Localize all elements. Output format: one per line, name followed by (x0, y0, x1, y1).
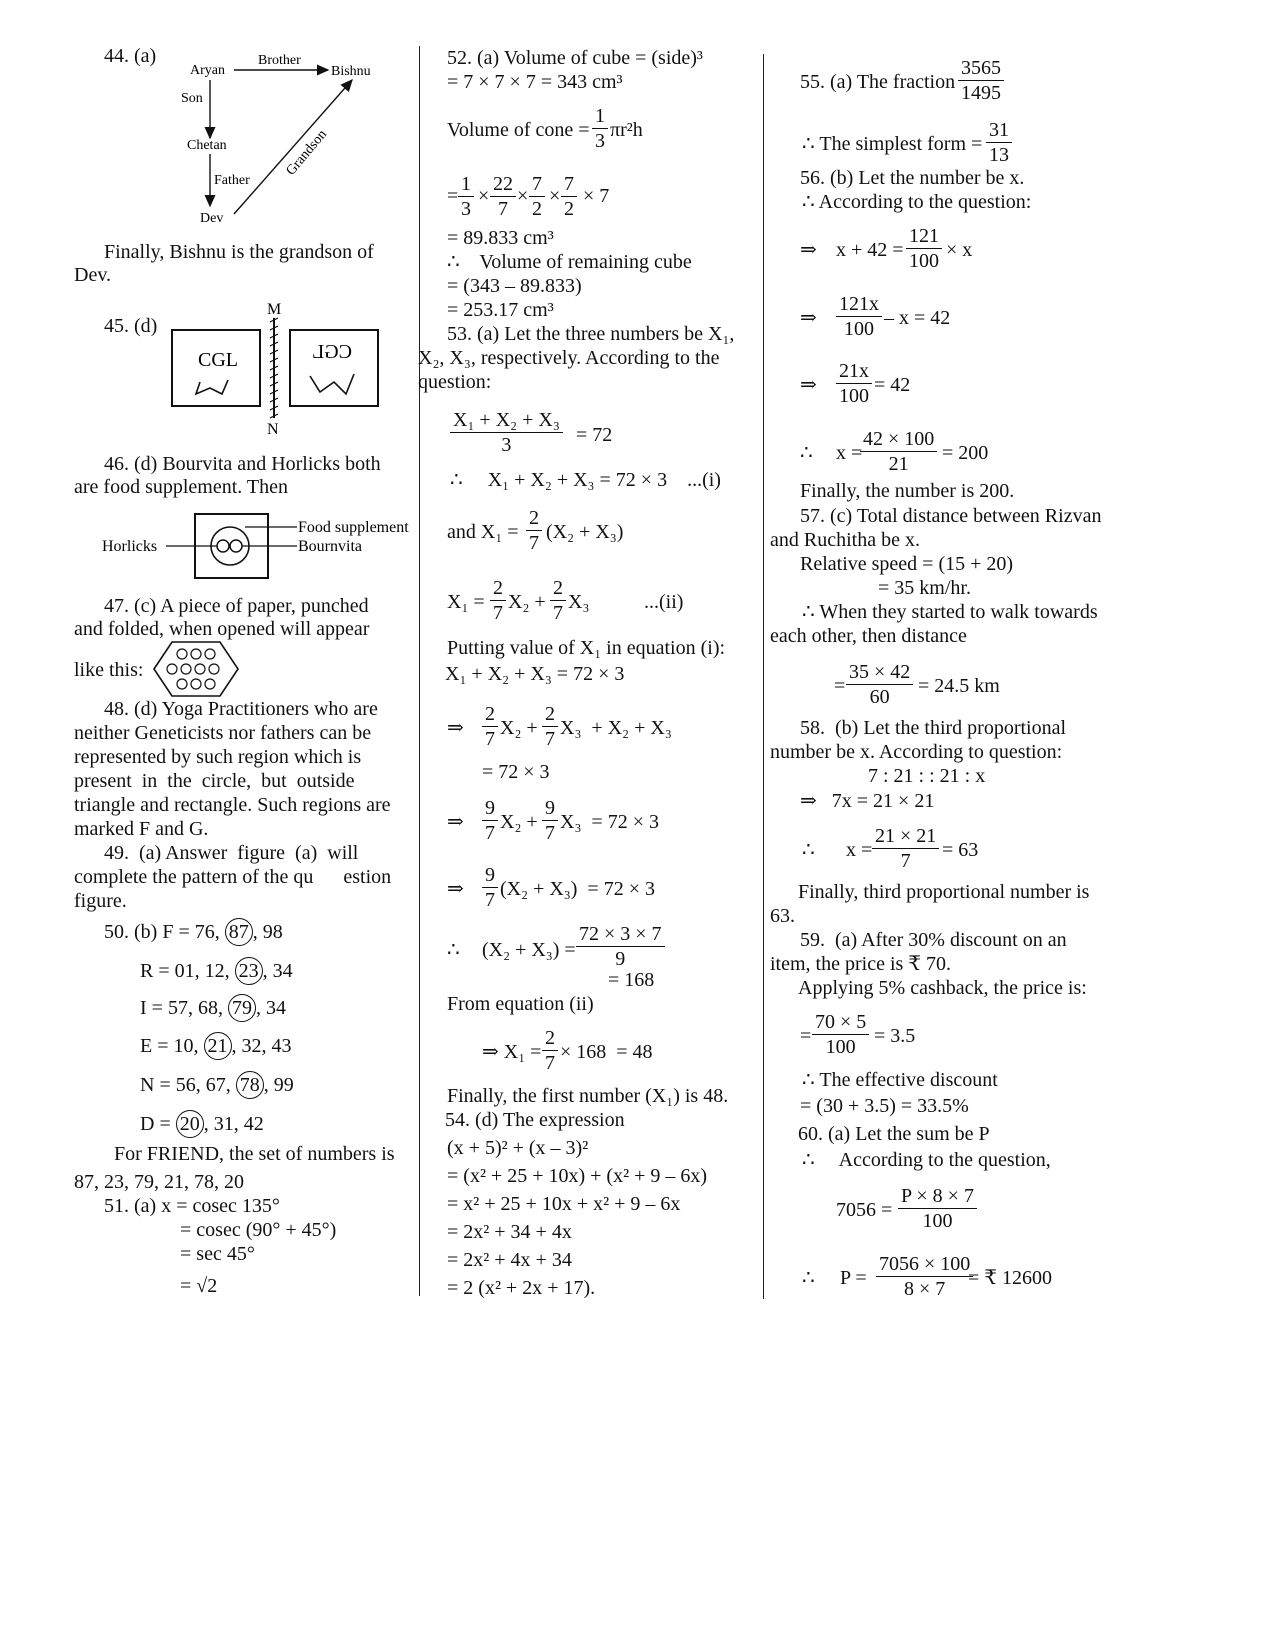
q54-line7: = 2 (x² + 2x + 17). (447, 1277, 596, 1299)
column-divider-1 (419, 46, 420, 1296)
q46-venn-diagram (100, 508, 420, 588)
fraction-denominator: 7 (900, 850, 911, 872)
q50-row-e-pre: E = 10, (140, 1035, 204, 1057)
q52-frac-3 (529, 172, 545, 221)
q54-line6: = 2x² + 4x + 34 (447, 1249, 572, 1271)
q52-frac-4 (561, 172, 577, 221)
q45-zigzag-shape (196, 380, 228, 394)
q45-label: 45. (d) (104, 315, 158, 337)
q53-step4-therefore: ∴ (447, 939, 460, 961)
q53-step4-result: = 168 (608, 969, 655, 991)
q57-line4: = 35 km/hr. (878, 577, 971, 599)
q53-eq-ii-tag: ...(ii) (644, 591, 684, 613)
q57-line2: and Ruchitha be x. (770, 529, 920, 551)
q58-step-frac (872, 824, 939, 873)
q60-step2-result: = ₹ 12600 (968, 1267, 1053, 1289)
q52-cone-label: Volume of cone = (447, 119, 590, 141)
q52-line2: = 7 × 7 × 7 = 343 cm³ (447, 71, 623, 93)
q55-simplest-fraction (986, 118, 1012, 167)
fraction-numerator: 2 (526, 506, 542, 531)
q58-line4: ⇒ 7x = 21 × 21 (800, 790, 935, 812)
q53-and-rest: (X₂ + X₃) (546, 521, 624, 543)
q56-step4-rest: = 200 (942, 442, 989, 464)
fraction-denominator: 3 (501, 434, 512, 456)
q47-line1: 47. (c) A piece of paper, punched (104, 595, 369, 617)
q55-fraction (958, 56, 1004, 105)
q56-step4-frac (860, 427, 937, 476)
q59-cashback-frac (812, 1010, 869, 1059)
q52-times-3: × (549, 185, 561, 207)
q60-step2-label: P = (840, 1267, 867, 1289)
q53-step2-rest: X₃ = 72 × 3 (560, 811, 659, 833)
q45-mirrored-zigzag (310, 374, 354, 394)
fraction-denominator: 2 (564, 198, 574, 220)
q56-line2: ∴ According to the question: (802, 191, 1032, 213)
q57-line1: 57. (c) Total distance between Rizvan (800, 505, 1102, 527)
fraction-denominator: 100 (844, 318, 874, 340)
q58-step-result: = 63 (942, 839, 979, 861)
q59-cashback-result: = 3.5 (874, 1025, 916, 1047)
fraction-numerator: 1 (592, 104, 608, 129)
q54-line3: = (x² + 25 + 10x) + (x² + 9 – 6x) (447, 1165, 708, 1187)
q49-line1: 49. (a) Answer figure (a) will (104, 842, 359, 864)
q52-times-2: × (517, 185, 529, 207)
q50-row-i-pre: I = 57, 68, (140, 997, 228, 1019)
q56-step4-therefore: ∴ (800, 442, 813, 464)
q55-line2: ∴ The simplest form = (802, 133, 983, 155)
q51-line3: = sec 45° (180, 1243, 255, 1265)
q49-line3: figure. (74, 890, 127, 912)
q59-line3: Applying 5% cashback, the price is: (798, 977, 1087, 999)
q50-row-f-pre: 50. (b) F = 76, (104, 921, 225, 943)
q47-hole (181, 664, 191, 674)
fraction-numerator: 3565 (958, 56, 1004, 81)
q53-x1-x3: X₃ (568, 591, 590, 613)
fraction-numerator: 21 × 21 (872, 824, 939, 849)
q46-bournvita-label: Bournvita (298, 538, 362, 555)
bishnu-label: Bishnu (331, 64, 371, 79)
q52-frac-1 (458, 172, 474, 221)
q59-line2: item, the price is ₹ 70. (770, 953, 952, 975)
q53-step1-frac-a (482, 702, 498, 751)
fraction-denominator: 7 (485, 889, 495, 911)
fraction-denominator: 3 (595, 130, 605, 152)
q60-line2: ∴ According to the question, (802, 1149, 1051, 1171)
q50-row-r-pre: R = 01, 12, (140, 960, 235, 982)
q52-cone-fraction (592, 104, 608, 153)
fraction-numerator: 7056 × 100 (876, 1252, 973, 1277)
q59-line1: 59. (a) After 30% discount on an (800, 929, 1067, 951)
fraction-numerator: 2 (490, 576, 506, 601)
brother-label: Brother (258, 53, 301, 68)
fraction-numerator: 2 (542, 1026, 558, 1051)
fraction-denominator: 7 (498, 198, 508, 220)
q50-row-f (104, 918, 283, 946)
q45-cgl-text: CGL (198, 349, 238, 371)
fraction-denominator: 7 (485, 728, 495, 750)
q58-final-line1: Finally, third proportional number is (798, 881, 1090, 903)
q53-sum-result: = 72 (576, 424, 613, 446)
father-label: Father (214, 173, 250, 188)
q50-circled-number: 23 (235, 957, 263, 985)
q53-step1-x2: X₂ + (500, 717, 538, 739)
q45-m-label: M (267, 301, 282, 318)
q50-circled-number: 20 (176, 1110, 204, 1138)
q50-row-n-pre: N = 56, 67, (140, 1074, 236, 1096)
q53-line3: question: (418, 371, 492, 393)
q53-x1-x2: X₂ + (508, 591, 546, 613)
q50-row-r (140, 957, 293, 985)
q52-line1: 52. (a) Volume of cube = (side)³ (447, 47, 703, 69)
fraction-numerator: 7 (561, 172, 577, 197)
q48-line1: 48. (d) Yoga Practitioners who are (104, 698, 378, 720)
q46-horlicks-label: Horlicks (102, 538, 158, 555)
q45-n-label: N (267, 421, 279, 438)
q50-answer-line2: 87, 23, 79, 21, 78, 20 (74, 1171, 244, 1193)
q54-line2: (x + 5)² + (x – 3)² (447, 1137, 589, 1159)
q53-step2-x2: X₂ + (500, 811, 538, 833)
fraction-denominator: 21 (888, 453, 909, 475)
q53-eq-sum: X₁ + X₂ + X₃ = 72 × 3 (445, 663, 625, 685)
q53-step2-frac-a (482, 796, 498, 845)
q46-food-label: Food supplement (298, 519, 409, 536)
q50-circled-number: 21 (204, 1032, 232, 1060)
column-divider-2 (763, 54, 764, 1299)
q56-step1-rest: × x (946, 239, 973, 261)
q52-line3: = 89.833 cm³ (447, 227, 554, 249)
fraction-denominator: 100 (922, 1210, 953, 1232)
q52-frac-2 (490, 172, 516, 221)
q58-step-therefore: ∴ (802, 839, 815, 861)
q56-step1-label: x + 42 = (836, 239, 904, 261)
fraction-denominator: 60 (869, 686, 890, 708)
q53-step4-label: (X₂ + X₃) = (482, 939, 576, 961)
q53-step3-frac (482, 863, 498, 912)
q47-hole (191, 679, 201, 689)
fraction-denominator: 2 (532, 198, 542, 220)
q51-line1: 51. (a) x = cosec 135° (104, 1195, 280, 1217)
q50-row-n-post: , 99 (263, 1074, 294, 1096)
q53-and-label: and X₁ = (447, 521, 519, 543)
q54-line1: 54. (d) The expression (445, 1109, 625, 1131)
q53-step1-implies: ⇒ (447, 717, 464, 739)
fraction-numerator: 9 (482, 863, 498, 888)
q57-eq-sign: = (834, 675, 846, 697)
q53-line2: X₂, X₃, respectively. According to the (418, 347, 720, 369)
fraction-numerator: 21x (836, 359, 872, 384)
fraction-numerator: 42 × 100 (860, 427, 937, 452)
q45-mirrored-cgl-text: CGL (312, 341, 352, 363)
q47-hole (191, 649, 201, 659)
q50-circled-number: 78 (236, 1071, 264, 1099)
q52-line4: ∴ Volume of remaining cube (447, 251, 692, 273)
q56-step2-rest: – x = 42 (884, 307, 951, 329)
q50-row-d-post: , 31, 42 (203, 1113, 264, 1135)
q57-line5: ∴ When they started to walk towards (802, 601, 1098, 623)
q48-line6: marked F and G. (74, 818, 209, 840)
q47-hole (167, 664, 177, 674)
q58-step-label: x = (846, 839, 873, 861)
q53-x1-frac-b (550, 576, 566, 625)
q50-row-i (140, 994, 286, 1022)
q47-hole (177, 679, 187, 689)
q56-step2-frac (836, 292, 882, 341)
q48-line2: neither Geneticists nor fathers can be (74, 722, 372, 744)
q50-row-r-post: , 34 (262, 960, 293, 982)
q52-line6: = 253.17 cm³ (447, 299, 554, 321)
q48-line5: triangle and rectangle. Such regions are (74, 794, 391, 816)
q53-step5-frac (542, 1026, 558, 1075)
fraction-denominator: 100 (909, 250, 939, 272)
q52-times-1: × (478, 185, 490, 207)
q56-step1-frac (906, 224, 942, 273)
q46-line2: are food supplement. Then (74, 476, 289, 498)
fraction-numerator: P × 8 × 7 (898, 1184, 977, 1209)
fraction-numerator: 70 × 5 (812, 1010, 869, 1035)
q47-punched-paper-figure (152, 638, 242, 700)
q57-distance-result: = 24.5 km (918, 675, 1000, 697)
q46-horlicks-circle (217, 540, 229, 552)
fraction-denominator: 7 (485, 822, 495, 844)
fraction-numerator: 2 (550, 576, 566, 601)
q44-label: 44. (a) (104, 45, 157, 67)
q59-line4: ∴ The effective discount (802, 1069, 998, 1091)
q46-bournvita-circle (230, 540, 242, 552)
q60-step2-therefore: ∴ (802, 1267, 815, 1289)
fraction-denominator: 7 (493, 602, 503, 624)
fraction-numerator: 9 (482, 796, 498, 821)
q53-step3-rest: (X₂ + X₃) = 72 × 3 (500, 878, 655, 900)
q53-final: Finally, the first number (X₁) is 48. (447, 1085, 729, 1107)
q53-eq-i: ∴ X₁ + X₂ + X₃ = 72 × 3 ...(i) (450, 469, 721, 491)
fraction-denominator: 3 (461, 198, 471, 220)
q59-line5: = (30 + 3.5) = 33.5% (800, 1095, 969, 1117)
q53-step2-frac-b (542, 796, 558, 845)
fraction-numerator: 2 (482, 702, 498, 727)
q44-answer-line1: Finally, Bishnu is the grandson of (104, 241, 374, 263)
q53-step2-implies: ⇒ (447, 811, 464, 833)
q55-line1: 55. (a) The fraction (800, 71, 956, 93)
q57-line3: Relative speed = (15 + 20) (800, 553, 1014, 575)
fraction-denominator: 1495 (961, 82, 1001, 104)
fraction-denominator: 7 (545, 822, 555, 844)
q50-row-n (140, 1071, 294, 1099)
dev-label: Dev (200, 211, 224, 226)
q50-row-e (140, 1032, 292, 1060)
q58-line3: 7 : 21 : : 21 : x (868, 765, 986, 787)
fraction-numerator: 35 × 42 (846, 660, 913, 685)
q53-step1-result: = 72 × 3 (482, 761, 550, 783)
fraction-denominator: 7 (529, 532, 539, 554)
q56-step3-frac (836, 359, 872, 408)
q56-step3-implies: ⇒ (800, 374, 817, 396)
fraction-numerator: 7 (529, 172, 545, 197)
q53-step1-rest: X₃ + X₂ + X₃ (560, 717, 672, 739)
q54-line5: = 2x² + 34 + 4x (447, 1221, 572, 1243)
fraction-denominator: 9 (615, 948, 626, 970)
q47-hole (195, 664, 205, 674)
q50-circled-number: 79 (228, 994, 256, 1022)
fraction-denominator: 100 (825, 1036, 856, 1058)
aryan-label: Aryan (190, 63, 225, 78)
q60-step1-label: 7056 = (836, 1199, 893, 1221)
fraction-numerator: X₁ + X₂ + X₃ (450, 408, 563, 433)
q56-final: Finally, the number is 200. (800, 480, 1015, 502)
q60-step1-frac (898, 1184, 977, 1233)
fraction-denominator: 13 (989, 144, 1009, 166)
grandson-label: Grandson (283, 127, 331, 179)
q50-row-i-post: , 34 (255, 997, 286, 1019)
q59-eq-sign: = (800, 1025, 812, 1047)
q50-circled-number: 87 (225, 918, 253, 946)
fraction-numerator: 31 (986, 118, 1012, 143)
q52-line5: = (343 – 89.833) (447, 275, 582, 297)
q53-x1-frac-a (490, 576, 506, 625)
q53-sum-fraction (450, 408, 563, 457)
q52-cone-rest: πr²h (610, 119, 643, 141)
q56-step2-implies: ⇒ (800, 307, 817, 329)
q53-step5-result: × 168 = 48 (560, 1041, 653, 1063)
fraction-numerator: 121 (906, 224, 942, 249)
q53-x1-label: X₁ = (447, 591, 485, 613)
son-label: Son (181, 91, 203, 106)
q60-step2-frac (876, 1252, 973, 1301)
fraction-denominator: 7 (545, 728, 555, 750)
q47-hole (205, 649, 215, 659)
q45-mirror-diagram (170, 298, 400, 440)
q57-distance-frac (846, 660, 913, 709)
q52-equals: = (447, 185, 459, 207)
q53-step1-frac-b (542, 702, 558, 751)
fraction-denominator: 7 (545, 1052, 555, 1074)
q58-line2: number be x. According to question: (770, 741, 1063, 763)
q47-hole (177, 649, 187, 659)
q50-row-d-pre: D = (140, 1113, 176, 1135)
fraction-numerator: 1 (458, 172, 474, 197)
q53-step4-frac (576, 922, 665, 971)
fraction-denominator: 100 (839, 385, 869, 407)
fraction-numerator: 2 (542, 702, 558, 727)
q56-step3-rest: = 42 (874, 374, 911, 396)
q44-family-diagram (170, 44, 400, 234)
q50-row-f-post: , 98 (252, 921, 283, 943)
fraction-numerator: 72 × 3 × 7 (576, 922, 665, 947)
q50-row-d (140, 1110, 264, 1138)
q53-step5-label: ⇒ X₁ = (482, 1041, 542, 1063)
q47-hole (205, 679, 215, 689)
grandson-arrow (234, 80, 352, 214)
q54-line4: = x² + 25 + 10x + x² + 9 – 6x (447, 1193, 681, 1215)
q56-step1-implies: ⇒ (800, 239, 817, 261)
q58-line1: 58. (b) Let the third proportional (800, 717, 1067, 739)
q56-line1: 56. (b) Let the number be x. (800, 167, 1025, 189)
q52-times-7: × 7 (583, 185, 610, 207)
q53-two-sevenths (526, 506, 542, 555)
q50-answer-line1: For FRIEND, the set of numbers is (114, 1143, 395, 1165)
q48-line4: present in the circle, but outside (74, 770, 355, 792)
fraction-denominator: 7 (553, 602, 563, 624)
q44-answer-line2: Dev. (74, 264, 112, 286)
q53-from-eq-ii: From equation (ii) (447, 993, 594, 1015)
q53-line1: 53. (a) Let the three numbers be X₁, (447, 323, 735, 345)
q60-line1: 60. (a) Let the sum be P (798, 1123, 990, 1145)
q51-line4: = √2 (180, 1275, 218, 1297)
fraction-denominator: 8 × 7 (904, 1278, 946, 1300)
q51-line2: = cosec (90° + 45°) (180, 1219, 337, 1241)
q57-line6: each other, then distance (770, 625, 967, 647)
q46-line1: 46. (d) Bourvita and Horlicks both (104, 453, 381, 475)
q50-row-e-post: , 32, 43 (231, 1035, 292, 1057)
q47-hole (209, 664, 219, 674)
q49-line2: complete the pattern of the qu estion (74, 866, 392, 888)
q48-line3: represented by such region which is (74, 746, 362, 768)
chetan-label: Chetan (187, 138, 227, 153)
q56-step4-label: x = (836, 442, 863, 464)
fraction-numerator: 9 (542, 796, 558, 821)
q53-step3-implies: ⇒ (447, 878, 464, 900)
q47-line2: and folded, when opened will appear (74, 618, 370, 640)
q58-final-line2: 63. (770, 905, 795, 927)
q47-line3: like this: (74, 659, 144, 681)
fraction-numerator: 121x (836, 292, 882, 317)
q53-putting: Putting value of X₁ in equation (i): (447, 637, 726, 659)
fraction-numerator: 22 (490, 172, 516, 197)
